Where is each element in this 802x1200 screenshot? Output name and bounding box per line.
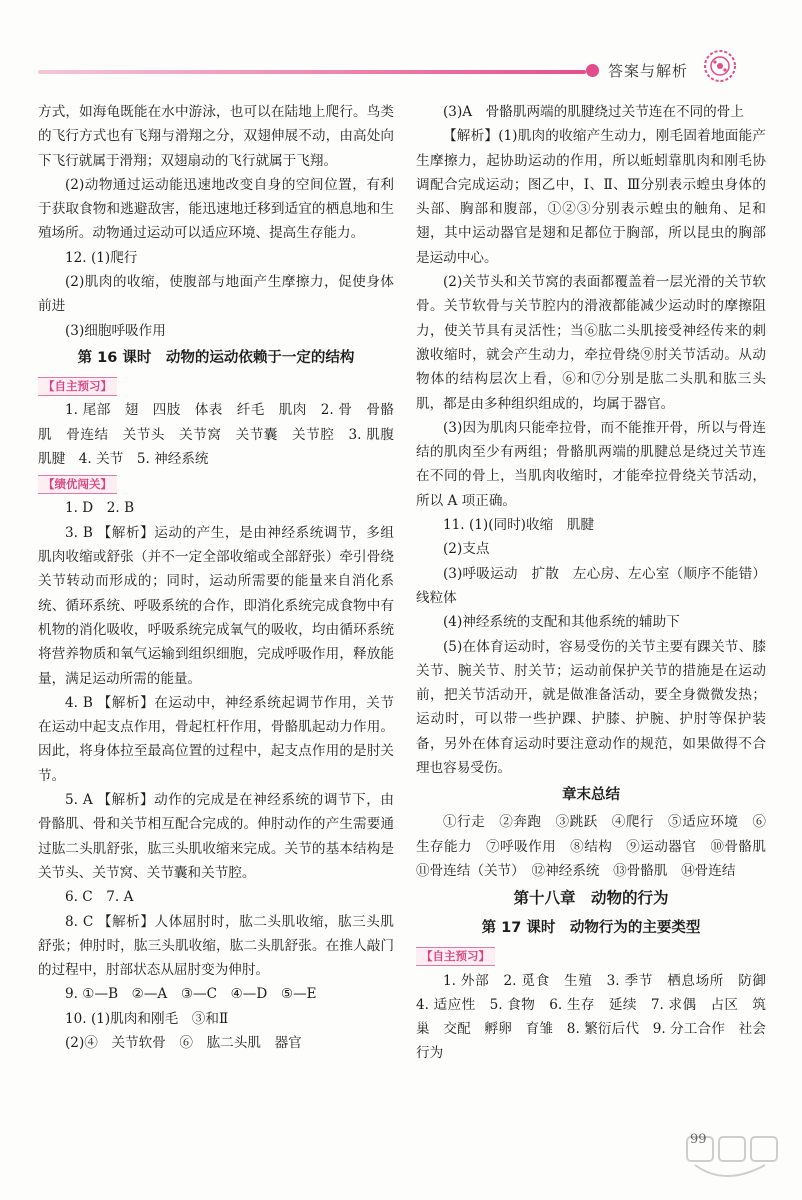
answer-paragraph: (3)A 骨骼肌两端的肌腱绕过关节连在不同的骨上: [443, 104, 744, 120]
answer-paragraph: (2)关节头和关节窝的表面都覆盖着一层光滑的关节软骨。关节软骨与关节腔内的滑液都能减少运动时的摩擦阻力，使关节具有灵活性；当⑥肱二头肌接受神经传来的刺激收缩时，就会产生动力，牵拉骨绕⑨肘关节活动。从动物体的结构层次上看，⑥和⑦分别是肱二头肌和肱三头肌，都是由多种组织组成的，均属于器官。: [416, 274, 766, 412]
right-column: [416, 100, 780, 1066]
chapter-heading: 第十八章 动物的行为: [513, 889, 669, 908]
answer-paragraph: (5)在体育运动时，容易受伤的关节主要有踝关节、膝关节、腕关节、肘关节；运动前保护关节的措施是在运动前，把关节活动开，就是做准备活动，要全身微微发热；运动时，可以带一些护踝、护膝、护腕、护肘等保护装备，另外在体育运动时要注意动作的规范，如果做得不合理也容易受伤。: [416, 638, 766, 777]
answer-paragraph: 4. B 【解析】在运动中，神经系统起调节作用，关节在运动中起支点作用，骨起杠杆作用，骨骼肌起动力作用。因此，将身体拉至最高位置的过程中，起支点作用的是肘关节。: [38, 694, 394, 784]
answer-paragraph: 3. B 【解析】运动的产生，是由神经系统调节，多组肌肉收缩或舒张（并不一定全部收缩或全部舒张）牵引骨绕关节转动而形成的；同时，运动所需要的能量来自消化系统、循环系统、呼吸系统的合作，即消化系统完成食物中有机物的消化吸收，呼吸系统完成氧气的吸收，均由循环系统将营养物质和氧气运输到组织细胞，完成呼吸作用，释放能量，满足运动所需的能量。: [38, 524, 394, 687]
answer-paragraph: (3)细胞呼吸作用: [65, 322, 166, 339]
header-rule: [38, 70, 586, 74]
header-bullet-icon: [586, 64, 599, 77]
flower-logo-icon: [700, 46, 740, 86]
answer-paragraph: (3)因为肌肉只能牵拉骨，而不能推开骨，所以与骨连结的肌肉至少有两组；骨骼肌两端的肌腱总是绕过关节连在不同的骨上，当肌肉收缩时，才能牵拉骨绕关节活动，所以 A 项正确。: [416, 419, 766, 509]
page-header: [0, 0, 802, 95]
section-tag: 【自主预习】: [38, 377, 117, 396]
answer-paragraph: 10. (1)肌肉和刚毛 ③和Ⅱ: [65, 1010, 229, 1027]
answer-paragraph: 【解析】(1)肌肉的收缩产生动力，刚毛固着地面能产生摩擦力，起协助运动的作用，所以蚯蚓靠肌肉和刚毛协调配合完成运动；图乙中，Ⅰ、Ⅱ、Ⅲ分别表示蝗虫身体的头部、胸部和腹部，①②③分别表示蝗虫的触角、足和翅，其中运动器官是翅和足都位于胸部，所以昆虫的胸部是运动中心。: [416, 128, 766, 266]
answer-paragraph: 方式，如海龟既能在水中游泳，也可以在陆地上爬行。鸟类的飞行方式也有飞翔与滑翔之分，双翅伸展不动，由高处向下飞行就属于滑翔；双翅扇动的飞行就属于飞翔。: [38, 104, 394, 169]
answer-paragraph: 5. A 【解析】动作的完成是在神经系统的调节下，由骨骼肌、骨和关节相互配合完成的。伸肘动作的产生需要通过肱二头肌舒张，肱三头肌收缩来完成。关节的基本结构是关节头、关节窝、关节囊和关节腔。: [38, 792, 394, 881]
answer-paragraph: 1. 尾部 翅 四肢 体表 纤毛 肌肉 2. 骨 骨骼肌 骨连结 关节头 关节窝 关节囊 关节腔 3. 肌腹 肌腱 4. 关节 5. 神经系统: [38, 402, 408, 467]
section-tag: 【自主预习】: [416, 947, 495, 966]
answer-paragraph: 12. (1)爬行: [65, 249, 138, 266]
answer-paragraph: ①行走 ②奔跑 ③跳跃 ④爬行 ⑤适应环境 ⑥生存能力 ⑦呼吸作用 ⑧结构 ⑨运动器官 ⑩骨骼肌 ⑪骨连结（关节） ⑫神经系统 ⑬骨骼肌 ⑭骨连结: [416, 814, 780, 879]
answer-paragraph: 6. C 7. A: [65, 889, 134, 906]
header-title: 答案与解析: [608, 62, 689, 80]
section-tag-row: [38, 373, 394, 398]
left-column: [38, 100, 408, 1055]
lesson-heading: 第 17 课时 动物行为的主要类型: [481, 920, 701, 937]
answer-paragraph: (2)动物通过运动能迅速地改变自身的空间位置，有利于获取食物和逃避敌害，能迅速地迁移到适宜的栖息地和生殖场所。动物通过运动可以适应环境、提高生存能力。: [38, 176, 394, 242]
answer-paragraph: (2)④ 关节软骨 ⑥ 肱二头肌 器官: [65, 1034, 302, 1051]
answer-paragraph: (3)呼吸运动 扩散 左心房、左心室（顺序不能错）线粒体: [416, 565, 766, 606]
answer-paragraph: (2)支点: [443, 541, 490, 558]
section-tag-row: [416, 943, 766, 968]
section-tag-row: [38, 471, 394, 496]
answer-paragraph: 9. ①—B ②—A ③—C ④—D ⑤—E: [65, 986, 317, 1003]
answer-paragraph: (4)神经系统的支配和其他系统的辅助下: [443, 614, 680, 631]
answer-paragraph: 1. 外部 2. 觅食 生殖 3. 季节 栖息场所 防御 4. 适应性 5. 食物 6. 生存 延续 7. 求偶 占区 筑巢 交配 孵卵 育雏 8. 繁衍后代 9. 分工合作 社会行为: [416, 972, 780, 1062]
lesson-heading: 章末总结: [562, 787, 620, 804]
answer-paragraph: 1. D 2. B: [65, 500, 135, 517]
lesson-heading: 第 16 课时 动物的运动依赖于一定的结构: [77, 349, 355, 366]
answer-paragraph: (2)肌肉的收缩，使腹部与地面产生摩擦力，促使身体前进: [38, 274, 394, 315]
section-tag: 【绩优闯关】: [38, 475, 117, 494]
answer-paragraph: 8. C 【解析】人体屈肘时，肱二头肌收缩，肱三头肌舒张；伸肘时，肱三头肌收缩，肱二头肌舒张。在推人敲门的过程中，肘部状态从屈肘变为伸肘。: [38, 913, 394, 979]
page-number: 99: [690, 1132, 707, 1147]
watermark-stamp-icon: [655, 1125, 795, 1195]
answer-paragraph: 11. (1)(同时)收缩 肌腱: [443, 517, 594, 534]
